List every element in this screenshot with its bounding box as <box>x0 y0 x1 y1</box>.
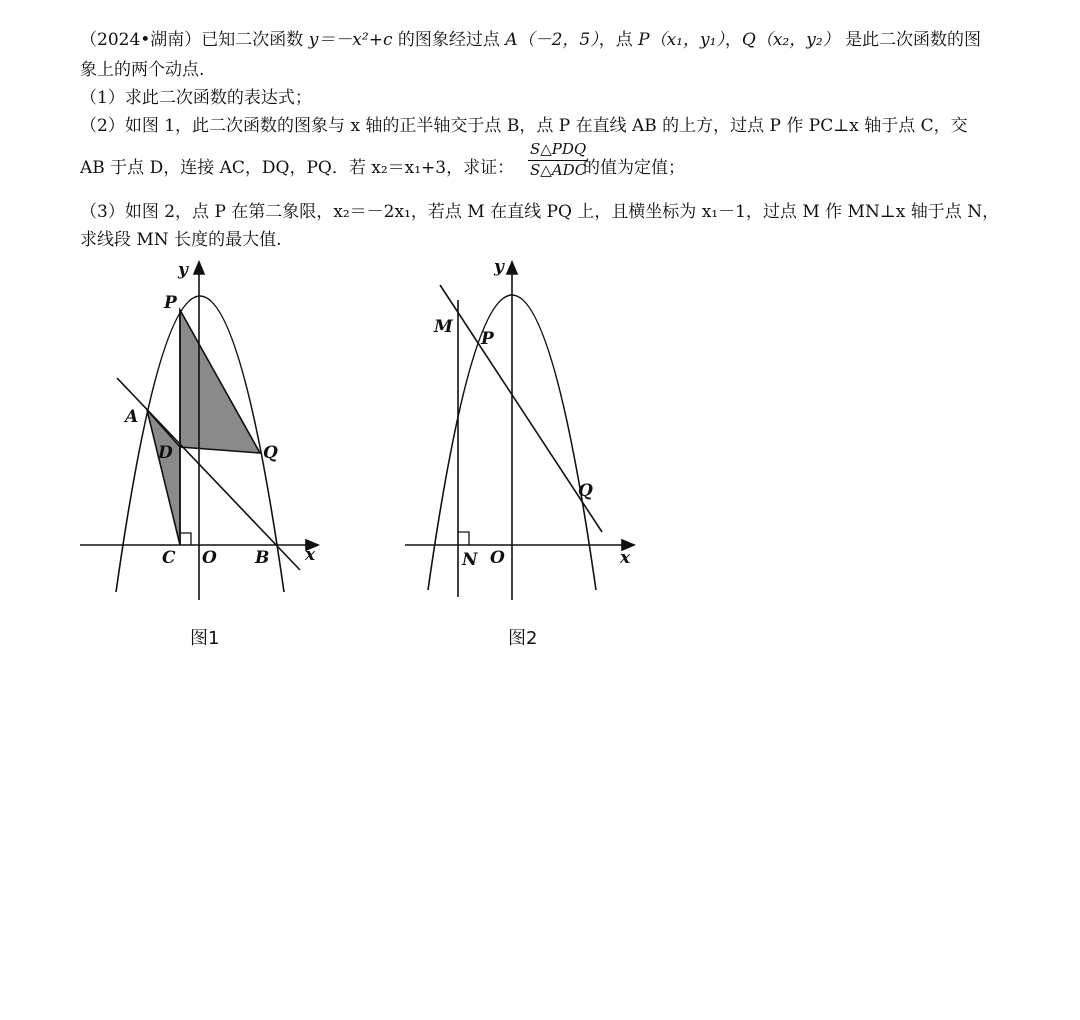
problem-intro-d: 是此二次函数的图 <box>845 30 982 50</box>
part-2-text-b: AB 于点 D，连接 AC，DQ，PQ．若 x₂＝x₁+3，求证： <box>80 158 515 178</box>
figure1-label-d: D <box>158 443 173 463</box>
part-2-line-2-end: 的值为定值； <box>583 158 685 178</box>
figure2-right-angle <box>458 532 469 545</box>
figure1-right-angle <box>180 533 191 545</box>
point-q-coord: Q（x₂，y₂） <box>741 30 840 50</box>
figure1-label-a: A <box>125 407 139 427</box>
function-expression: y＝－x²+c <box>308 30 393 50</box>
figure2-label-n: N <box>462 550 478 570</box>
figure1-label-y: y <box>178 260 188 280</box>
figure-2 <box>405 262 634 600</box>
problem-intro-b: 的图象经过点 <box>397 30 500 50</box>
figure2-label-x: x <box>620 548 631 568</box>
part-3-line-2: 求线段 MN 长度的最大值. <box>80 230 282 250</box>
figure1-label-p: P <box>164 293 177 313</box>
point-a-coord: A（－2，5） <box>505 30 599 50</box>
problem-intro-a: 已知二次函数 <box>201 30 304 50</box>
figure-1-caption: 图1 <box>190 628 220 649</box>
problem-line-2: 象上的两个动点. <box>80 60 205 80</box>
figure1-label-x: x <box>305 545 316 565</box>
problem-source: （2024•湖南） <box>80 30 202 50</box>
fraction-numerator: S△PDQ <box>530 140 587 158</box>
triangle-pdq <box>180 310 260 453</box>
problem-intro-c: ，点 <box>598 30 633 50</box>
figure-2-caption: 图2 <box>508 628 538 649</box>
figure2-label-q: Q <box>578 481 593 501</box>
part-2-line-1: （2）如图 1，此二次函数的图象与 x 轴的正半轴交于点 B，点 P 在直线 AB 的上方，过点 P 作 PC⊥x 轴于点 C，交 <box>80 116 968 136</box>
figure1-y-arrow <box>194 262 204 274</box>
figure1-label-c: C <box>162 548 176 568</box>
point-p-coord: P（x₁，y₁） <box>638 30 725 50</box>
figure2-label-y: y <box>494 257 504 277</box>
figure1-label-b: B <box>255 548 270 568</box>
figure2-y-arrow <box>507 262 517 274</box>
figure2-label-p: P <box>481 329 494 349</box>
problem-sep: ， <box>724 30 742 50</box>
figure1-label-q: Q <box>263 443 278 463</box>
fraction-denominator: S△ADC <box>530 161 587 179</box>
part-1: （1）求此二次函数的表达式； <box>80 88 312 108</box>
part-3-line-1: （3）如图 2，点 P 在第二象限，x₂＝－2x₁，若点 M 在直线 PQ 上，且横坐标为 x₁－1，过点 M 作 MN⊥x 轴于点 N， <box>80 202 1000 222</box>
figure1-label-o: O <box>202 548 217 568</box>
figure2-label-m: M <box>434 317 453 337</box>
figure2-label-o: O <box>490 548 505 568</box>
triangle-adc <box>147 410 180 545</box>
